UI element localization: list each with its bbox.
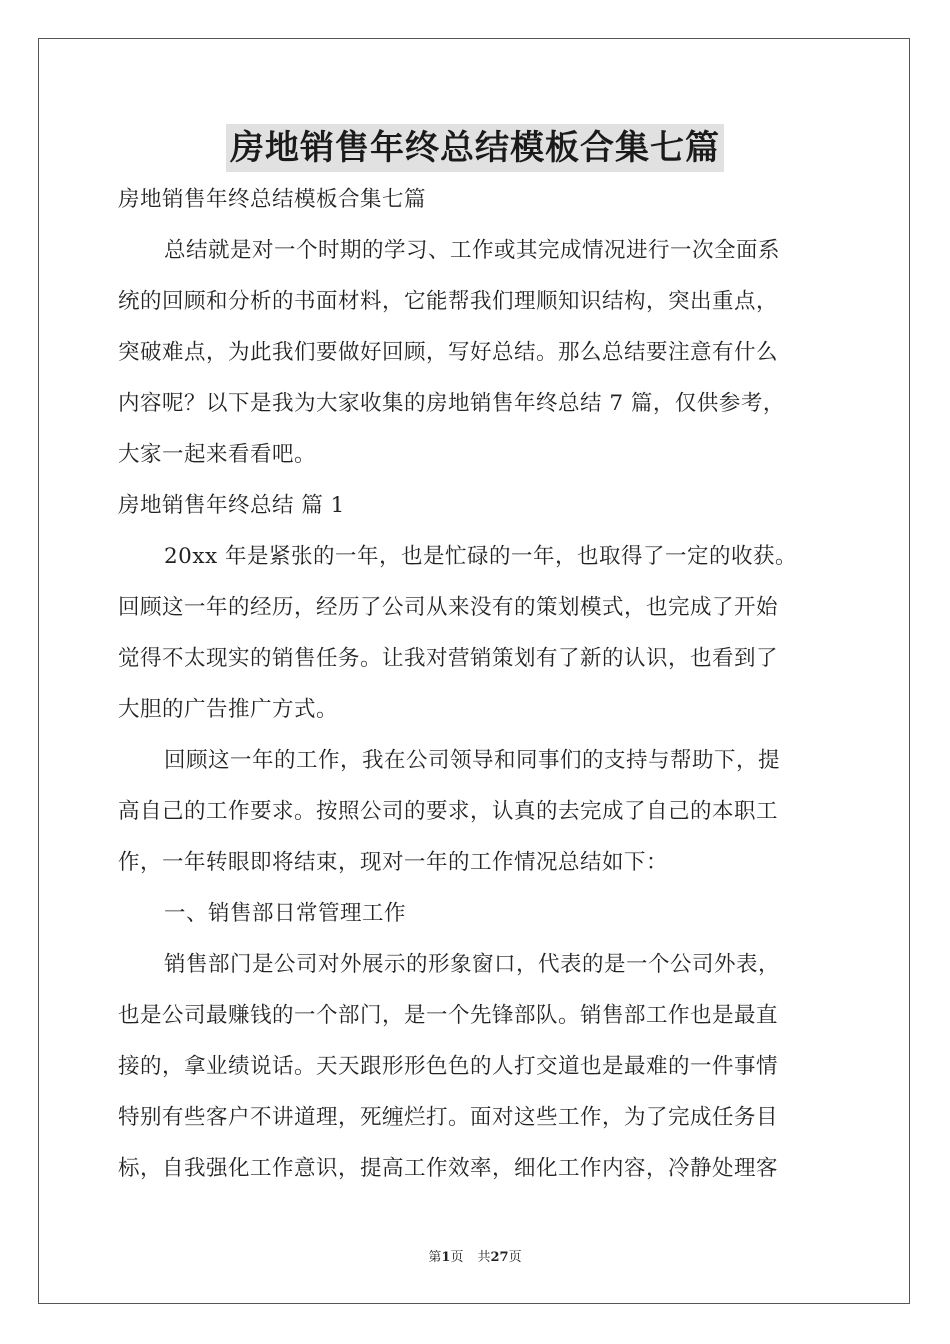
- paragraph-line: 觉得不太现实的销售任务。让我对营销策划有了新的认识，也看到了: [118, 646, 779, 671]
- paragraph-line: 突破难点，为此我们要做好回顾，写好总结。那么总结要注意有什么: [118, 340, 779, 365]
- paragraph-line: 接的，拿业绩说话。天天跟形形色色的人打交道也是最难的一件事情: [118, 1054, 779, 1079]
- paragraph-line: 也是公司最赚钱的一个部门，是一个先锋部队。销售部工作也是最直: [118, 1003, 779, 1028]
- paragraph-line: 大家一起来看看吧。: [118, 442, 317, 467]
- paragraph-line: 销售部门是公司对外展示的形象窗口，代表的是一个公司外表，: [164, 952, 781, 977]
- total-prefix: 共: [477, 1250, 491, 1265]
- section-heading: 房地销售年终总结 篇 1: [118, 493, 345, 518]
- paragraph-line: 20xx 年是紧张的一年，也是忙碌的一年，也取得了一定的收获。: [164, 544, 797, 569]
- subtitle-line: 房地销售年终总结模板合集七篇: [118, 187, 427, 212]
- total-unit: 页: [508, 1250, 522, 1265]
- document-title: 房地销售年终总结模板合集七篇: [226, 124, 724, 172]
- paragraph-line: 总结就是对一个时期的学习、工作或其完成情况进行一次全面系: [164, 238, 781, 263]
- page-unit: 页: [450, 1250, 464, 1265]
- paragraph-line: 特别有些客户不讲道理，死缠烂打。面对这些工作，为了完成任务目: [118, 1105, 779, 1130]
- page-prefix: 第: [428, 1250, 442, 1265]
- page-footer: [0, 1246, 950, 1265]
- paragraph-line: 统的回顾和分析的书面材料，它能帮我们理顺知识结构，突出重点，: [118, 289, 779, 314]
- paragraph-line: 回顾这一年的工作，我在公司领导和同事们的支持与帮助下，提: [164, 748, 781, 773]
- paragraph-line: 高自己的工作要求。按照公司的要求，认真的去完成了自己的本职工: [118, 799, 779, 824]
- title-container: [0, 124, 950, 172]
- subsection-heading: 一、销售部日常管理工作: [164, 901, 407, 926]
- paragraph-line: 回顾这一年的经历，经历了公司从来没有的策划模式，也完成了开始: [118, 595, 779, 620]
- paragraph-line: 大胆的广告推广方式。: [118, 697, 339, 722]
- paragraph-line: 作，一年转眼即将结束，现对一年的工作情况总结如下：: [118, 850, 669, 875]
- document-body: [118, 178, 834, 1198]
- paragraph-line: 标，自我强化工作意识，提高工作效率，细化工作内容，冷静处理客: [118, 1156, 779, 1181]
- page-number: 1: [441, 1250, 451, 1265]
- total-pages: 27: [490, 1250, 509, 1265]
- paragraph-line: 内容呢？以下是我为大家收集的房地销售年终总结 7 篇，仅供参考，: [118, 391, 785, 416]
